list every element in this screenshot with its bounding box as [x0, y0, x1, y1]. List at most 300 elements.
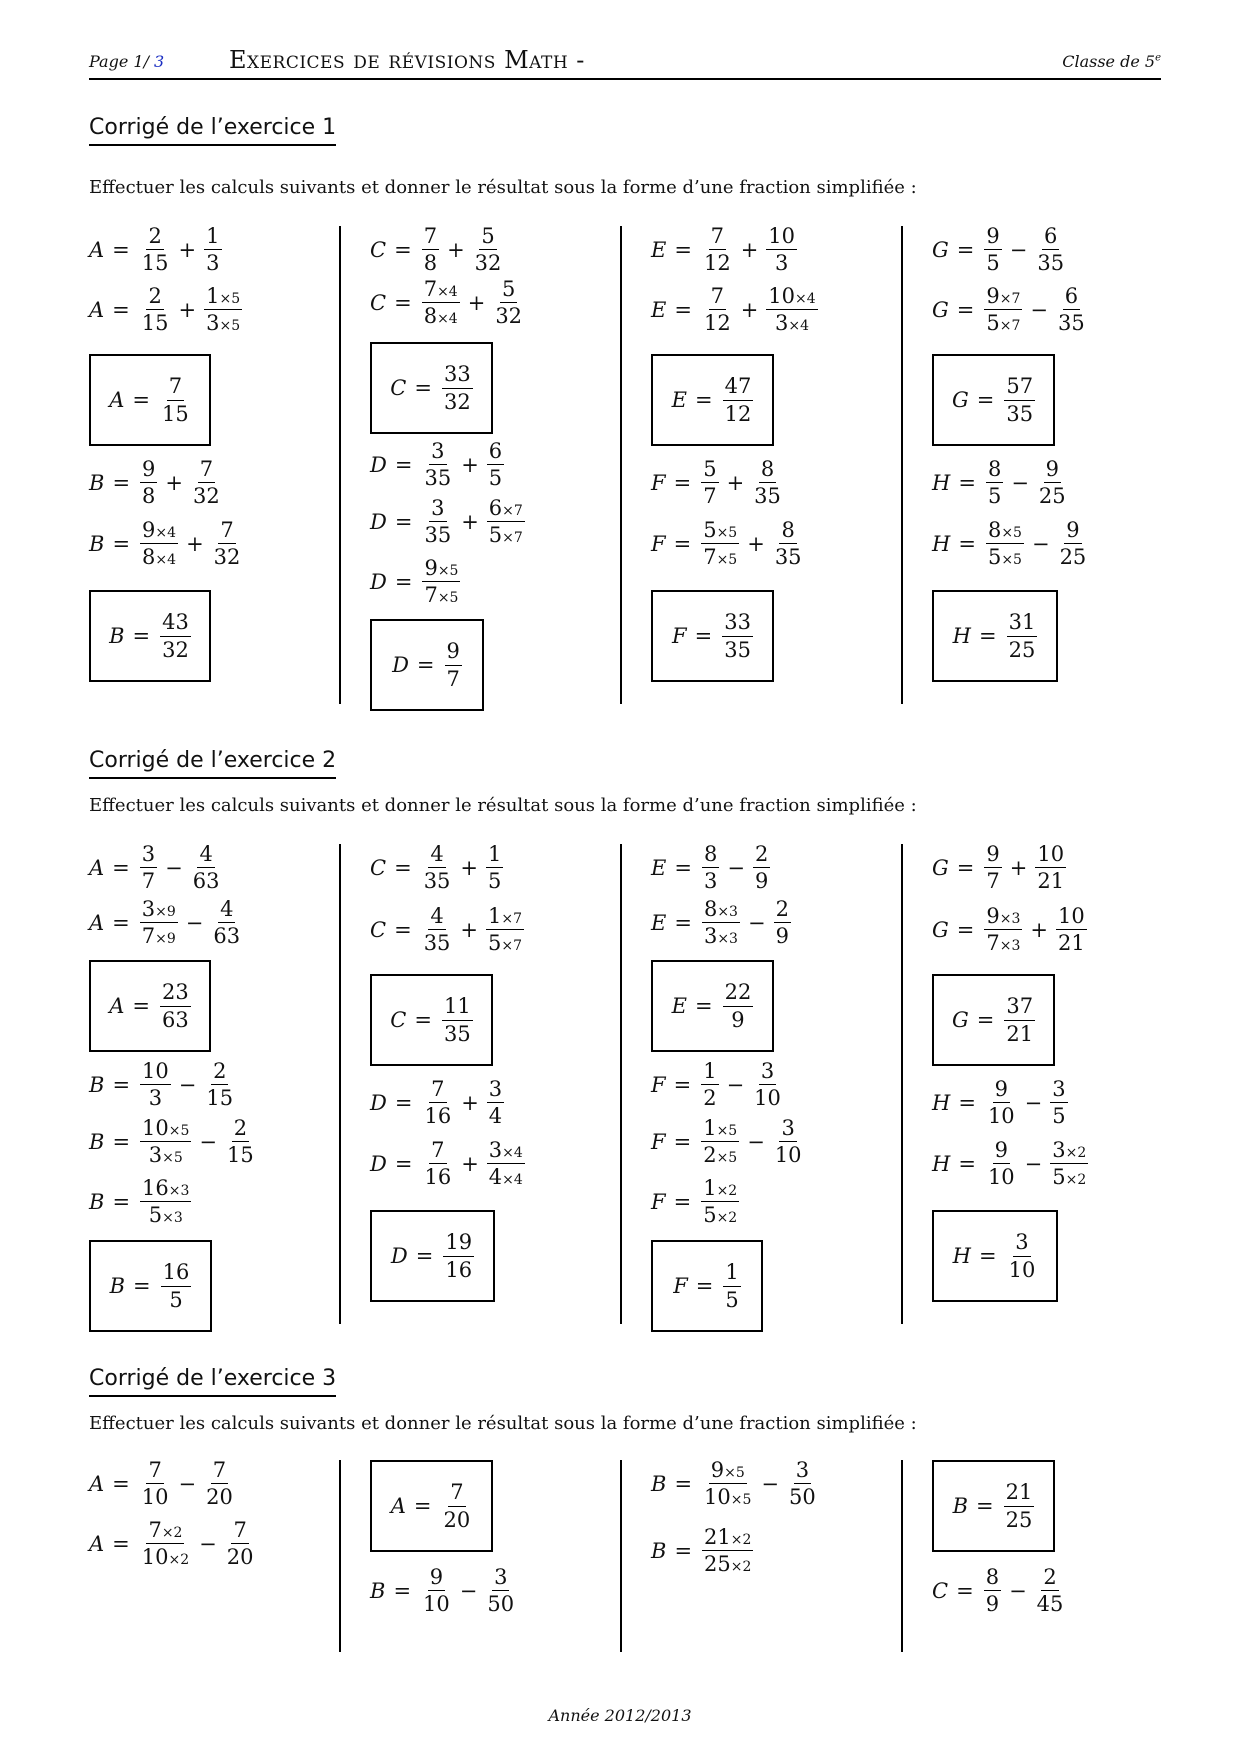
variable: H — [932, 1151, 951, 1176]
denominator: 5×7 — [986, 311, 1021, 336]
multiplier: ×4 — [437, 284, 458, 300]
numerator: 3×2 — [1050, 1138, 1088, 1164]
equals-sign: = — [413, 1494, 432, 1518]
multiplier: ×7 — [501, 938, 523, 955]
denominator: 5 — [488, 869, 502, 894]
multiplier: ×5 — [219, 318, 241, 335]
denominator: 9 — [985, 1592, 1000, 1617]
equals-sign: = — [112, 297, 130, 322]
denominator: 5×2 — [703, 1203, 738, 1228]
denominator: 7×5 — [703, 545, 738, 570]
equals-sign: = — [673, 1072, 692, 1097]
operator: − — [165, 855, 183, 880]
fraction — [140, 518, 178, 569]
fraction — [140, 457, 157, 508]
answer-equation — [109, 980, 191, 1031]
denominator: 4×4 — [488, 1165, 523, 1190]
answer-box — [89, 590, 211, 682]
fraction — [701, 457, 718, 508]
multiplier: ×7 — [502, 530, 523, 547]
class-label-sup: e — [1155, 52, 1161, 64]
equals-sign: = — [958, 1151, 976, 1176]
equation — [932, 224, 1066, 275]
fraction — [1037, 457, 1068, 508]
column-separator — [901, 1460, 903, 1652]
fraction — [140, 897, 178, 948]
equals-sign: = — [112, 531, 131, 556]
equation — [651, 284, 818, 335]
variable: B — [89, 1189, 105, 1214]
denominator: 7×9 — [141, 924, 176, 949]
fraction — [140, 1116, 191, 1167]
variable: B — [651, 1538, 667, 1563]
answer-box — [932, 590, 1058, 682]
denominator: 12 — [703, 311, 731, 336]
multiplier: ×2 — [1065, 1172, 1087, 1189]
equation — [932, 457, 1068, 508]
multiplier: ×5 — [716, 525, 738, 541]
denominator: 25×2 — [704, 1552, 752, 1577]
fraction — [766, 284, 817, 335]
operator: − — [1024, 1090, 1043, 1115]
equals-sign: = — [394, 917, 412, 942]
operator: − — [1009, 237, 1028, 262]
numerator: 33 — [442, 362, 473, 388]
fraction — [1035, 842, 1066, 893]
equals-sign: = — [414, 376, 432, 400]
fraction — [766, 224, 797, 275]
fraction — [986, 1138, 1017, 1189]
numerator: 9 — [445, 639, 462, 665]
operator: − — [199, 1531, 217, 1556]
operator: − — [199, 1129, 218, 1154]
variable: B — [952, 1494, 969, 1518]
equation — [651, 1059, 783, 1110]
equation — [370, 556, 460, 607]
equals-sign: = — [112, 470, 131, 495]
denominator: 7×3 — [986, 931, 1021, 956]
multiplier: ×2 — [730, 1559, 752, 1576]
numerator: 3 — [492, 1565, 509, 1591]
variable: F — [651, 1129, 666, 1154]
fraction — [984, 842, 1001, 893]
multiplier: ×7 — [999, 318, 1021, 335]
variable: A — [89, 855, 105, 880]
fraction — [225, 1116, 256, 1167]
fraction — [701, 518, 739, 569]
equation — [651, 518, 804, 569]
numerator: 7 — [429, 1077, 446, 1103]
fraction — [204, 1458, 235, 1509]
equals-sign: = — [112, 1072, 131, 1097]
denominator: 35 — [724, 637, 751, 662]
numerator: 6×7 — [487, 496, 525, 522]
variable: D — [370, 509, 387, 534]
answer-equation — [109, 610, 191, 661]
variable: E — [651, 297, 667, 322]
numerator: 1×7 — [486, 904, 524, 930]
numerator: 6 — [1063, 284, 1080, 310]
answer-box — [932, 1210, 1058, 1302]
fraction — [702, 284, 733, 335]
denominator: 3 — [703, 869, 718, 894]
multiplier: ×3 — [162, 1210, 183, 1227]
operator: − — [1024, 1151, 1043, 1176]
variable: G — [951, 388, 969, 412]
numerator: 37 — [1004, 994, 1035, 1020]
numerator: 3 — [759, 1059, 776, 1085]
denominator: 21 — [1037, 869, 1065, 894]
multiplier: ×9 — [155, 931, 176, 948]
denominator: 5×7 — [488, 931, 523, 956]
operator: − — [726, 1072, 745, 1097]
multiplier: ×4 — [502, 1145, 523, 1161]
denominator: 5×3 — [148, 1203, 183, 1228]
numerator: 1×2 — [701, 1176, 739, 1202]
numerator: 10 — [140, 1059, 171, 1085]
fraction — [211, 897, 242, 948]
denominator: 5 — [725, 1287, 739, 1312]
multiplier: ×5 — [162, 1150, 183, 1167]
numerator: 9 — [984, 224, 1001, 250]
denominator: 20 — [443, 1507, 471, 1532]
denominator: 5 — [488, 466, 503, 491]
document-title: Exercices de révisions Math - — [229, 46, 585, 74]
fraction — [773, 518, 804, 569]
denominator: 10 — [423, 1592, 450, 1617]
fraction — [702, 1525, 753, 1576]
numerator: 43 — [160, 610, 191, 636]
operator: + — [740, 237, 759, 262]
denominator: 4 — [488, 1104, 503, 1129]
fraction — [204, 284, 242, 335]
operator: + — [461, 1090, 479, 1115]
equals-sign: = — [132, 624, 151, 648]
answer-equation — [953, 610, 1038, 661]
numerator: 7 — [167, 374, 184, 400]
column-separator — [901, 844, 903, 1324]
numerator: 3 — [1013, 1230, 1030, 1256]
multiplier: ×2 — [716, 1210, 738, 1227]
equation — [370, 1565, 516, 1616]
answer-box — [370, 342, 493, 434]
numerator: 4 — [428, 842, 445, 868]
variable: H — [932, 470, 951, 495]
answer-box — [89, 1240, 212, 1332]
denominator: 25 — [1059, 545, 1087, 570]
numerator: 1 — [701, 1059, 718, 1085]
variable: D — [370, 1090, 387, 1115]
equals-sign: = — [956, 855, 975, 880]
fraction — [487, 1138, 525, 1189]
numerator: 2 — [1041, 1565, 1058, 1591]
variable: B — [89, 1129, 105, 1154]
equals-sign: = — [393, 1578, 412, 1603]
answer-box — [932, 1460, 1055, 1552]
fraction — [473, 224, 504, 275]
multiplier: ×5 — [716, 552, 738, 569]
variable: D — [370, 1151, 387, 1176]
numerator: 3×4 — [487, 1138, 525, 1164]
equals-sign: = — [674, 1471, 693, 1496]
fraction — [191, 457, 222, 508]
equation — [651, 897, 791, 948]
variable: E — [651, 237, 667, 262]
fraction — [442, 362, 473, 413]
column-separator — [339, 1460, 341, 1652]
numerator: 5×5 — [701, 518, 739, 544]
equation — [89, 1518, 256, 1569]
numerator: 31 — [1007, 610, 1038, 636]
equation — [370, 1138, 525, 1189]
fraction — [160, 980, 191, 1031]
equation — [932, 1138, 1088, 1189]
variable: D — [370, 569, 387, 594]
variable: F — [673, 1274, 688, 1298]
numerator: 3 — [429, 496, 446, 522]
equals-sign: = — [958, 1090, 976, 1115]
numerator: 8 — [986, 457, 1003, 483]
denominator: 63 — [213, 924, 241, 949]
operator: − — [185, 910, 204, 935]
numerator: 10 — [1056, 904, 1087, 930]
multiplier: ×5 — [168, 1123, 190, 1139]
denominator: 3 — [774, 251, 789, 276]
fraction — [722, 610, 753, 661]
operator: − — [178, 1471, 197, 1496]
equals-sign: = — [956, 1578, 974, 1603]
numerator: 9 — [428, 1565, 445, 1591]
column-separator — [620, 1460, 622, 1652]
fraction — [1056, 284, 1087, 335]
denominator: 12 — [703, 251, 731, 276]
denominator: 5×7 — [488, 523, 523, 548]
page-number — [89, 52, 164, 71]
denominator: 5 — [987, 484, 1002, 509]
variable: E — [651, 855, 667, 880]
answer-box — [651, 590, 774, 682]
equation — [651, 1525, 753, 1576]
variable: C — [370, 917, 387, 942]
fraction — [140, 224, 171, 275]
numerator: 8 — [779, 518, 796, 544]
fraction — [160, 610, 191, 661]
numerator: 8×3 — [702, 897, 740, 923]
variable: H — [952, 1244, 971, 1268]
fraction — [1056, 904, 1087, 955]
fraction — [702, 897, 740, 948]
numerator: 8×5 — [986, 518, 1024, 544]
fraction — [787, 1458, 818, 1509]
variable: A — [89, 1471, 105, 1496]
answer-equation — [392, 639, 462, 690]
numerator: 11 — [442, 994, 473, 1020]
multiplier: ×7 — [502, 503, 523, 519]
numerator: 2 — [753, 842, 770, 868]
denominator: 50 — [789, 1485, 816, 1510]
numerator: 2 — [146, 284, 163, 310]
denominator: 7×5 — [424, 583, 459, 608]
fraction — [422, 842, 453, 893]
multiplier: ×2 — [161, 1525, 183, 1541]
equals-sign: = — [112, 1129, 131, 1154]
numerator: 21 — [1004, 1480, 1035, 1506]
fraction — [486, 842, 503, 893]
multiplier: ×2 — [1065, 1145, 1087, 1161]
equals-sign: = — [956, 917, 975, 942]
fraction — [487, 1077, 504, 1128]
equals-sign: = — [976, 1008, 995, 1032]
fraction — [443, 1230, 474, 1281]
equation — [651, 224, 797, 275]
equals-sign: = — [673, 1129, 692, 1154]
multiplier: ×3 — [717, 904, 738, 920]
denominator: 3×5 — [148, 1143, 183, 1168]
operator: − — [1031, 531, 1050, 556]
equation — [932, 284, 1087, 335]
answer-equation — [672, 980, 754, 1031]
numerator: 3 — [794, 1458, 811, 1484]
column-separator — [901, 226, 903, 704]
answer-equation — [391, 1480, 473, 1531]
multiplier: ×5 — [1001, 525, 1022, 541]
fraction — [140, 1176, 191, 1227]
fraction — [204, 224, 221, 275]
variable: A — [89, 237, 105, 262]
equation — [370, 496, 525, 547]
denominator: 32 — [193, 484, 220, 509]
numerator: 7 — [218, 518, 235, 544]
numerator: 8 — [759, 457, 776, 483]
variable: H — [952, 624, 971, 648]
equals-sign: = — [976, 388, 995, 412]
numerator: 22 — [723, 980, 754, 1006]
multiplier: ×2 — [716, 1183, 738, 1199]
variable: H — [932, 531, 951, 556]
multiplier: ×4 — [437, 311, 458, 328]
fraction — [723, 374, 754, 425]
denominator: 35 — [423, 869, 451, 894]
equation — [370, 277, 524, 328]
variable: A — [109, 994, 125, 1018]
denominator: 3×4 — [774, 311, 809, 336]
numerator: 5 — [701, 457, 718, 483]
operator: − — [459, 1578, 478, 1603]
equals-sign: = — [112, 1531, 130, 1556]
numerator: 7 — [709, 284, 726, 310]
denominator: 3×5 — [206, 311, 241, 336]
numerator: 1 — [486, 842, 503, 868]
denominator: 15 — [141, 311, 169, 336]
page-number-label: Page 1/ — [89, 52, 149, 71]
denominator: 35 — [1006, 401, 1034, 426]
equation — [370, 904, 524, 955]
answer-box — [370, 619, 484, 711]
equals-sign: = — [394, 1151, 413, 1176]
denominator: 5 — [1052, 1104, 1066, 1129]
numerator: 9 — [993, 1138, 1010, 1164]
exercise-2-instruction: Effectuer les calculs suivants et donner le résultat sous la forme d’une fraction simplifiée : — [89, 795, 917, 816]
answer-equation — [953, 1480, 1035, 1531]
denominator: 8 — [423, 251, 438, 276]
denominator: 12 — [724, 401, 752, 426]
equals-sign: = — [674, 855, 692, 880]
answer-equation — [953, 1230, 1038, 1281]
numerator: 9×3 — [984, 904, 1022, 930]
fraction — [1050, 1077, 1067, 1128]
equation — [932, 1077, 1068, 1128]
multiplier: ×4 — [155, 552, 177, 569]
fraction — [1004, 994, 1035, 1045]
multiplier: ×2 — [168, 1552, 190, 1569]
fraction — [140, 842, 157, 893]
fraction — [702, 1458, 753, 1509]
denominator: 5×2 — [1052, 1165, 1087, 1190]
operator: + — [1030, 917, 1049, 942]
denominator: 2×5 — [703, 1143, 738, 1168]
numerator: 9×5 — [422, 556, 460, 582]
fraction — [752, 457, 783, 508]
denominator: 50 — [487, 1592, 515, 1617]
numerator: 4 — [428, 904, 445, 930]
denominator: 16 — [445, 1257, 473, 1282]
variable: C — [370, 237, 387, 262]
multiplier: ×5 — [437, 590, 459, 607]
denominator: 3 — [148, 1086, 163, 1111]
equals-sign: = — [673, 1189, 692, 1214]
equals-sign: = — [394, 569, 413, 594]
denominator: 5 — [169, 1287, 183, 1312]
numerator: 3 — [1050, 1077, 1067, 1103]
numerator: 4 — [218, 897, 235, 923]
numerator: 1×5 — [204, 284, 242, 310]
numerator: 6 — [487, 439, 504, 465]
fraction — [422, 277, 460, 328]
multiplier: ×3 — [717, 931, 738, 948]
equals-sign: = — [394, 855, 412, 880]
column-separator — [339, 226, 341, 704]
numerator: 7 — [231, 1518, 248, 1544]
denominator: 32 — [213, 545, 241, 570]
numerator: 23 — [160, 980, 191, 1006]
numerator: 10 — [766, 224, 797, 250]
page-total-link[interactable]: 3 — [154, 52, 165, 71]
equation — [932, 904, 1087, 955]
operator: + — [447, 237, 465, 262]
denominator: 10 — [987, 1104, 1015, 1129]
equals-sign: = — [394, 237, 412, 262]
class-label — [1062, 52, 1161, 71]
equals-sign: = — [112, 1471, 130, 1496]
equals-sign: = — [674, 237, 692, 262]
equals-sign: = — [394, 509, 413, 534]
denominator: 45 — [1036, 1592, 1064, 1617]
exercise-2-heading: Corrigé de l’exercice 2 — [89, 748, 336, 779]
numerator: 2 — [774, 897, 791, 923]
variable: D — [390, 1244, 408, 1268]
fraction — [1004, 374, 1035, 425]
denominator: 32 — [443, 389, 471, 414]
answer-box — [370, 974, 493, 1066]
answer-equation — [109, 374, 191, 425]
denominator: 9 — [754, 869, 769, 894]
equation — [651, 1176, 739, 1227]
operator: + — [165, 470, 184, 495]
operator: + — [740, 297, 759, 322]
denominator: 10×2 — [141, 1545, 190, 1570]
denominator: 15 — [141, 251, 169, 276]
operator: − — [1030, 297, 1049, 322]
